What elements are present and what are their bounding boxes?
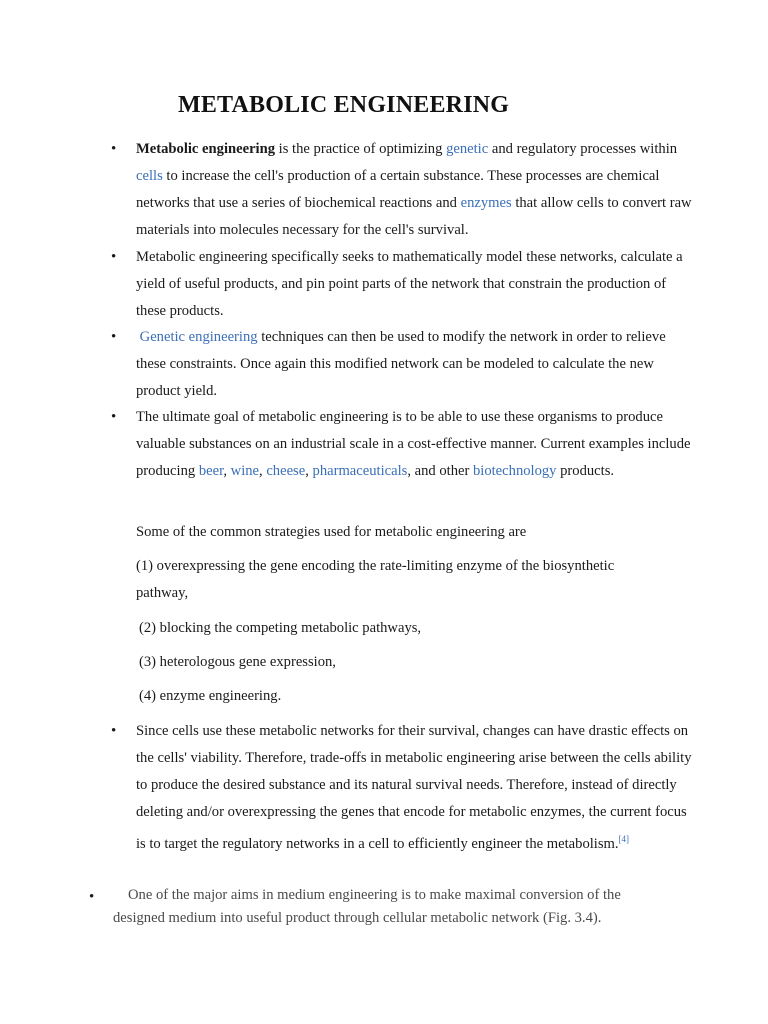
text: Since cells use these metabolic networks for their survival, changes can have drastic effects on the cells' viability. Therefore, trade-offs in metabolic engineering arise between the cells ability to produce the desired substance and its natural survival needs. Therefore, instead of directly deleting and/or overexpressing the genes that encode for metabolic enzymes, the current focus is to target the regulatory networks in a cell to efficiently engineer the metabolism. (136, 723, 692, 852)
link-wine[interactable]: wine (230, 463, 260, 479)
link-genetic[interactable]: genetic (446, 141, 489, 157)
strategy-4: (4) enzyme engineering. (139, 688, 282, 704)
bullet-marker: • (89, 889, 95, 905)
bold-term: Metabolic engineering (136, 141, 276, 157)
strategy-3: (3) heterologous gene expression, (139, 654, 336, 670)
bullet-marker: • (111, 329, 117, 345)
text: and regulatory processes within (488, 141, 678, 157)
link-cheese[interactable]: cheese (266, 463, 306, 479)
bullet-marker: • (111, 249, 117, 265)
link-genetic-engineering[interactable]: Genetic engineering (139, 329, 258, 345)
link-beer[interactable]: beer (198, 463, 224, 479)
bullet-marker: • (111, 409, 117, 425)
text: to increase the cell's production of a certain substance. These processes are chemical networks that use a series of biochemical reactions and (136, 168, 660, 211)
separator: , (305, 463, 313, 479)
bullet-paragraph-5 (136, 718, 696, 858)
bullet-paragraph-4 (136, 404, 696, 485)
separator: , (223, 463, 231, 479)
bullet-paragraph-3 (136, 324, 696, 405)
separator: , (259, 463, 267, 479)
bullet-paragraph-2: Metabolic engineering specifically seeks to mathematically model these networks, calculate a yield of useful products, and pin point parts of the network that constrain the production of these products. (136, 249, 683, 319)
link-pharmaceuticals[interactable]: pharmaceuticals (312, 463, 408, 479)
strategy-1: (1) overexpressing the gene encoding the rate-limiting enzyme of the biosynthetic pathway, (136, 558, 615, 601)
reference-link[interactable]: [4] (618, 834, 630, 844)
link-cells[interactable]: cells (136, 168, 163, 184)
bullet-paragraph-6: One of the major aims in medium engineering is to make maximal conversion of the designed medium into useful product through cellular metabolic network (Fig. 3.4). (113, 887, 621, 926)
text: that allow cells to convert raw materials into molecules necessary for the cell's survival. (136, 195, 692, 238)
bullet-marker: • (111, 141, 117, 157)
bullet-marker: • (111, 723, 117, 739)
text: is the practice of optimizing (275, 141, 447, 157)
page-title: METABOLIC ENGINEERING (178, 92, 510, 118)
text: techniques can then be used to modify the network in order to relieve these constraints. Once again this modified network can be modeled to calculate the new product yield. (136, 329, 666, 399)
strategy-2: (2) blocking the competing metabolic pathways, (139, 620, 422, 636)
link-biotechnology[interactable]: biotechnology (472, 463, 557, 479)
link-enzymes[interactable]: enzymes (460, 195, 512, 211)
bullet-paragraph-1 (136, 136, 696, 244)
text: products. (556, 463, 615, 479)
text: The ultimate goal of metabolic engineering is to be able to use these organisms to produce valuable substances on an industrial scale in a cost-effective manner. Current examples include producing (136, 409, 691, 479)
strategies-intro: Some of the common strategies used for metabolic engineering are (136, 524, 527, 540)
text: , and other (407, 463, 473, 479)
